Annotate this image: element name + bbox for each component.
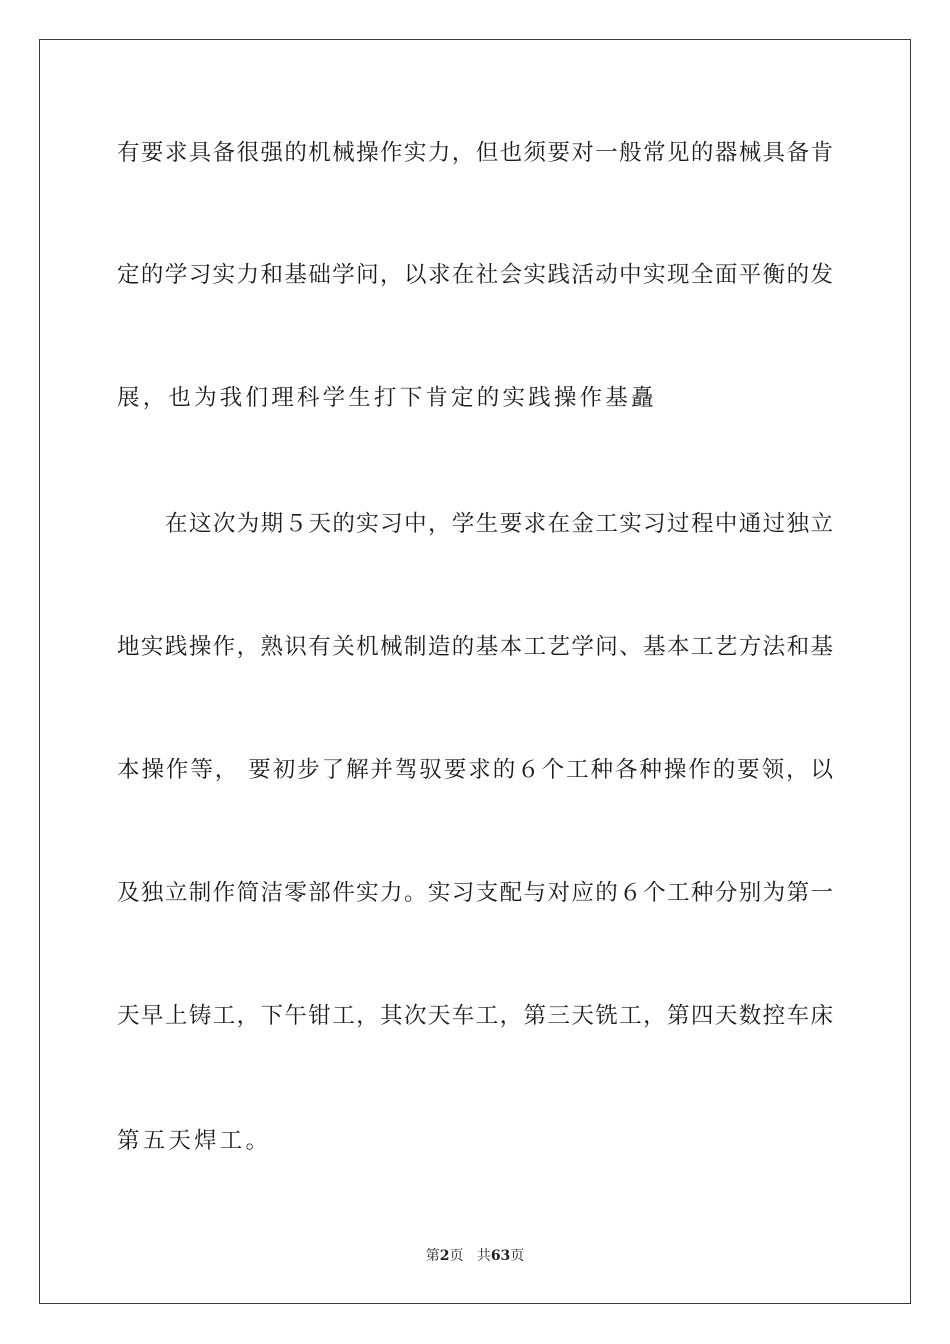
text-line: 第五天焊工。 <box>117 1128 272 1154</box>
page-number: 2 <box>439 1248 450 1264</box>
page-footer <box>0 1247 950 1265</box>
page-border <box>39 39 911 1304</box>
text-line: 定的学习实力和基础学问，以求在社会实践活动中实现全面平衡的发 <box>117 262 833 288</box>
total-prefix: 共 <box>476 1248 491 1264</box>
text-line: 展，也为我们理科学生打下肯定的实践操作基矗 <box>117 385 657 411</box>
text-line: 及独立制作简洁零部件实力。实习支配与对应的６个工种分别为第一 <box>117 880 833 906</box>
text-line: 天早上铸工，下午钳工，其次天车工，第三天铣工，第四天数控车床 <box>117 1003 833 1029</box>
text-line: 有要求具备很强的机械操作实力，但也须要对一般常见的器械具备肯 <box>117 140 833 166</box>
text-line: 本操作等， 要初步了解并驾驭要求的６个工种各种操作的要领，以 <box>117 757 833 783</box>
text-line: 在这次为期５天的实习中，学生要求在金工实习过程中通过独立 <box>165 511 833 537</box>
text-line: 地实践操作，熟识有关机械制造的基本工艺学问、基本工艺方法和基 <box>117 634 833 660</box>
page-suffix: 页 <box>449 1248 464 1264</box>
total-suffix: 页 <box>510 1248 525 1264</box>
total-pages: 63 <box>490 1248 511 1264</box>
page-prefix: 第 <box>425 1248 440 1264</box>
